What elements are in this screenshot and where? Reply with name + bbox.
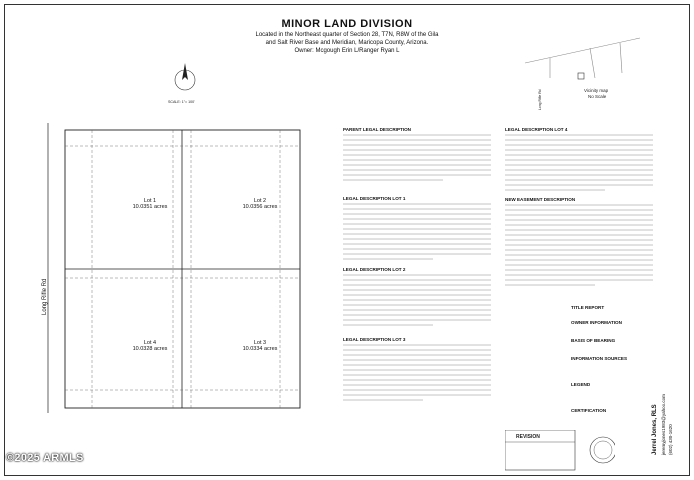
legend-section: LEGEND	[571, 382, 591, 387]
lot-3-description: LEGAL DESCRIPTION LOT 3	[343, 337, 406, 342]
page-title: MINOR LAND DIVISION	[281, 18, 413, 30]
scale-label: SCALE: 1"= 100'	[168, 100, 195, 104]
road-label: Long Rifle Rd	[42, 278, 48, 315]
certification-section: CERTIFICATION	[571, 408, 607, 413]
owner-info-section: OWNER INFORMATION	[571, 320, 622, 325]
revision-label: REVISION	[516, 434, 540, 440]
surveyor-email: jeremyjones1983@yahoo.com	[661, 394, 666, 455]
vicinity-scale: No Scale	[588, 94, 607, 99]
lot-4-label: Lot 4 10.0328 acres	[132, 340, 168, 352]
surveyor-phone: (602) 430-1620	[668, 424, 673, 455]
lot-1-label: Lot 1 10.0351 acres	[132, 198, 168, 210]
lot-2-label: Lot 2 10.0356 acres	[242, 198, 278, 210]
subtitle-line-3: Owner: Mcgough Erin L/Ranger Ryan L	[294, 48, 400, 54]
north-arrow-icon	[170, 55, 200, 100]
parent-description: PARENT LEGAL DESCRIPTION	[343, 127, 411, 132]
plat-map	[40, 118, 340, 418]
surveyor-name: Jerrel Jones, RLS	[652, 404, 658, 455]
lot-3-label: Lot 3 10.0334 acres	[242, 340, 278, 352]
lot-1-description: LEGAL DESCRIPTION LOT 1	[343, 196, 406, 201]
lot-4-description: LEGAL DESCRIPTION LOT 4	[505, 127, 568, 132]
basis-section: BASIS OF BEARING	[571, 338, 616, 343]
subtitle-line-2: and Salt River Base and Meridian, Maricopa County, Arizona.	[265, 40, 429, 46]
subtitle-line-1: Located in the Northeast quarter of Section 28, T7N, R8W of the Gila	[255, 32, 439, 38]
easement-description: NEW EASEMENT DESCRIPTION	[505, 197, 576, 202]
vicinity-road-label: Long Rifle Rd	[538, 89, 542, 110]
lot-2-description: LEGAL DESCRIPTION LOT 2	[343, 267, 406, 272]
watermark: ©2025 ARMLS	[6, 452, 84, 464]
sources-section: INFORMATION SOURCES	[571, 356, 628, 361]
vicinity-title: Vicinity map	[584, 88, 609, 93]
title-report-section: TITLE REPORT	[571, 305, 605, 310]
